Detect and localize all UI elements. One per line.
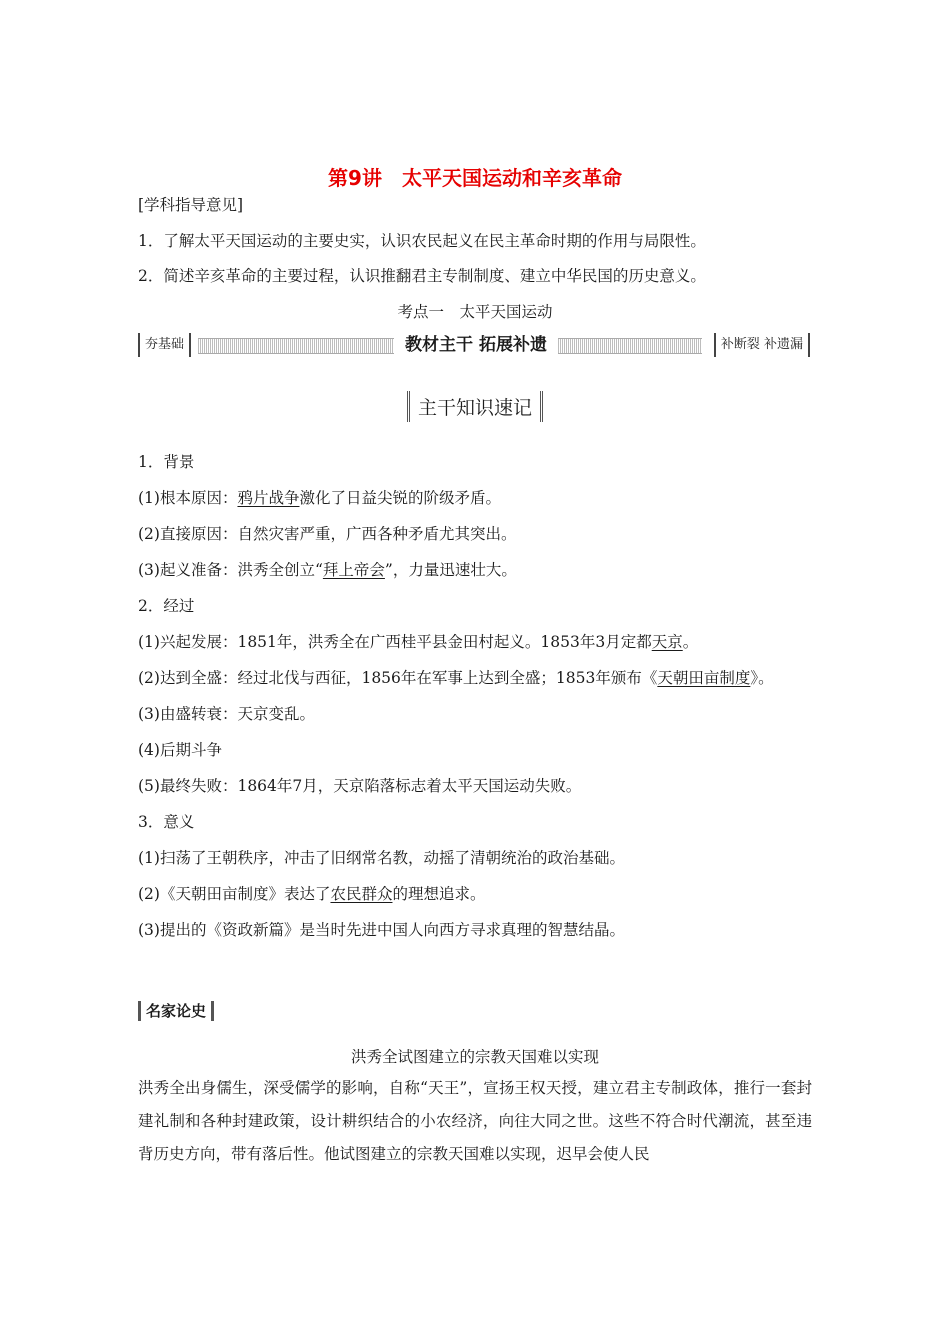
background-line-1: (1)根本原因：鸦片战争激化了日益尖锐的阶级矛盾。 [138, 489, 501, 507]
background-line-2: (2)直接原因：自然灾害严重，广西各种矛盾尤其突出。 [138, 525, 517, 543]
keyword-underlined: 鸦片战争 [237, 489, 300, 507]
keyword-underlined: 天京 [651, 633, 683, 651]
heading-significance: 3．意义 [138, 813, 195, 831]
section-banner [138, 333, 810, 357]
process-line-1: (1)兴起发展：1851年，洪秀全在广西桂平县金田村起义。1853年3月定都天京。 [138, 633, 699, 651]
point-title: 考点一 太平天国运动 [397, 303, 553, 321]
banner-fill-left [198, 338, 394, 354]
banner-center-title: 教材主干 拓展补遗 [405, 335, 547, 355]
process-line-2: (2)达到全盛：经过北伐与西征，1856年在军事上达到全盛；1853年颁布《天朝田亩制度》。 [138, 669, 774, 687]
commentary-tag: 名家论史 [138, 1001, 214, 1021]
background-line-3: (3)起义准备：洪秀全创立“拜上帝会”，力量迅速壮大。 [138, 561, 517, 579]
guidance-item: 2．简述辛亥革命的主要过程，认识推翻君主专制制度、建立中华民国的历史意义。 [138, 267, 706, 285]
keyword-underlined: 天朝田亩制度 [657, 669, 751, 687]
keyword-underlined: 拜上帝会 [322, 561, 385, 579]
process-line-3: (3)由盛转衰：天京变乱。 [138, 705, 315, 723]
significance-line-2: (2)《天朝田亩制度》表达了农民群众的理想追求。 [138, 885, 486, 903]
commentary-title: 洪秀全试图建立的宗教天国难以实现 [350, 1048, 599, 1066]
keyword-underlined: 农民群众 [330, 885, 393, 903]
heading-background: 1．背景 [138, 453, 195, 471]
guidance-label: [学科指导意见] [138, 196, 244, 214]
heading-process: 2．经过 [138, 597, 195, 615]
page-title: 第9讲 太平天国运动和辛亥革命 [328, 166, 622, 190]
commentary-text: 洪秀全出身儒生，深受儒学的影响，自称“天王”，宣扬王权天授，建立君主专制政体，推行一套封建礼制和各种封建政策，设计耕织结合的小农经济，向往大同之世。这些不符合时代潮流，甚至违背历史方向，带有落后性。他试图建立的宗教天国难以实现，迟早会使人民 [138, 1079, 812, 1163]
significance-line-1: (1)扫荡了王朝秩序，冲击了旧纲常名教，动摇了清朝统治的政治基础。 [138, 849, 625, 867]
banner-fill-right [558, 338, 702, 354]
process-line-5: (5)最终失败：1864年7月，天京陷落标志着太平天国运动失败。 [138, 777, 582, 795]
process-line-4: (4)后期斗争 [138, 741, 222, 759]
section-heading [0, 391, 950, 422]
banner-right-tag: 补断裂 补遗漏 [714, 333, 810, 357]
banner-left-tag: 夯基础 [138, 333, 191, 357]
section-heading-text: 主干知识速记 [407, 391, 543, 422]
significance-line-3: (3)提出的《资政新篇》是当时先进中国人向西方寻求真理的智慧结晶。 [138, 921, 625, 939]
guidance-item: 1．了解太平天国运动的主要史实，认识农民起义在民主革命时期的作用与局限性。 [138, 232, 706, 250]
